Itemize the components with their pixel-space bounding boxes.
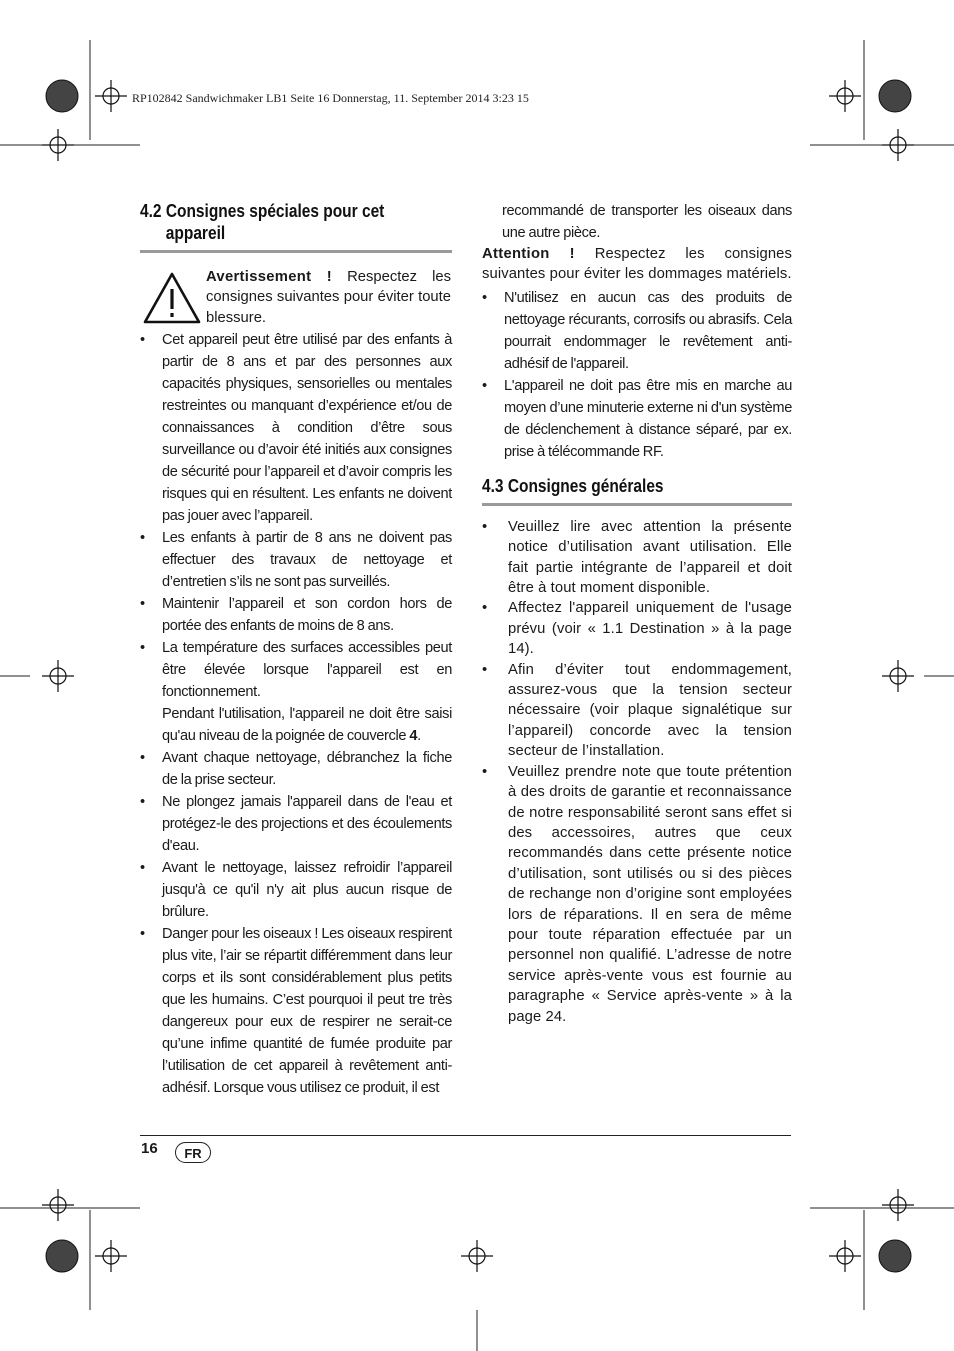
list-item: • Avant le nettoyage, laissez refroidir l’appareil jusqu'à ce qu'il n'y ait plus aucun risque de brûlure.	[140, 857, 452, 923]
section-4-2-title: 4.2 Consignes spéciales pour cet appareil	[140, 201, 385, 243]
attention-bullet-list	[482, 287, 792, 463]
right-column	[482, 200, 792, 1027]
list-item: • Veuillez prendre note que toute prétention à des droits de garantie et reconnaissance de notre responsabilité seront sans effet si des accessoires, autres que ceux recommandés dans cette présente notice d’utilisation, sont utilisés ou si des pièces de rechange non d’origine sont employées lors de réparations. Il en sera de même pour toute réparation effectuée par un personnel non qualifié. L’adresse de notre service après-vente vous est fournie au paragraphe « Service après-vente » à la page 24.	[482, 762, 792, 1027]
list-item: • Affectez l'appareil uniquement de l'usage prévu (voir « 1.1 Destination » à la page 14).	[482, 598, 792, 659]
section-rule	[140, 250, 452, 253]
warning-text: Avertissement ! Respectez les consignes suivantes pour éviter toute blessure.	[206, 269, 451, 326]
list-item: • Les enfants à partir de 8 ans ne doivent pas effectuer des travaux de nettoyage et d’entretien s’ils ne sont pas surveillés.	[140, 527, 452, 593]
list-item: • N'utilisez en aucun cas des produits de nettoyage récurants, corrosifs ou abrasifs. Cela pourrait endommager le revêtement anti-adhésif de l'appareil.	[482, 287, 792, 375]
language-badge: FR	[175, 1142, 211, 1163]
footer-rule	[140, 1135, 791, 1136]
bullet-continuation: recommandé de transporter les oiseaux dans une autre pièce.	[502, 203, 792, 241]
general-bullet-list	[482, 517, 792, 1027]
list-item: • Veuillez lire avec attention la présente notice d’utilisation avant utilisation. Elle fait partie intégrante de l’appareil et doit être à tout moment disponible.	[482, 517, 792, 599]
section-rule	[482, 503, 792, 506]
list-item: • Ne plongez jamais l'appareil dans de l'eau et protégez-le des projections et des écoulements d'eau.	[140, 791, 452, 857]
left-column	[140, 200, 452, 1099]
section-4-3-title: 4.3 Consignes générales	[482, 475, 664, 496]
list-item: • Afin d’éviter tout endommagement, assurez-vous que la tension secteur nécessaire (voir plaque signalétique sur l’appareil) concorde avec la tension secteur de l’installation.	[482, 660, 792, 762]
attention-paragraph: Attention ! Respectez les consignes suivantes pour éviter les dommages matériels.	[482, 246, 793, 283]
print-slug: RP102842 Sandwichmaker LB1 Seite 16 Donnerstag, 11. September 2014 3:23 15	[132, 91, 529, 105]
safety-bullet-list	[140, 329, 452, 1099]
list-item: • Cet appareil peut être utilisé par des enfants à partir de 8 ans et par des personnes aux capacités physiques, sensorielles ou mentales restreintes ou manquant d’expérience et/ou de connaissances à condition d’être sous surveillance ou d’avoir été initiés aux consignes de sécurité pour l’appareil et d’avoir compris les risques qui en résultent. Les enfants ne doivent pas jouer avec l’appareil.	[140, 329, 452, 527]
warning-triangle-icon	[142, 271, 202, 325]
warning-block	[140, 267, 452, 329]
list-item: • Avant chaque nettoyage, débranchez la fiche de la prise secteur.	[140, 747, 452, 791]
part-reference: 4	[409, 728, 418, 744]
list-item: • La température des surfaces accessibles peut être élevée lorsque l'appareil est en fonctionnement. Pendant l'utilisation, l'appareil ne doit être saisi qu'au niveau de la poignée de couvercle 4.	[140, 637, 452, 747]
list-item: • L'appareil ne doit pas être mis en marche au moyen d’une minuterie externe ni d'un système de déclenchement à distance séparé, par ex. prise à télécommande RF.	[482, 375, 792, 463]
list-item: • Danger pour les oiseaux ! Les oiseaux respirent plus vite, l’air se répartit différemment dans leur corps et ils sont considérablement plus petits que les humains. C’est pourquoi il peut tre très dangereux pour eux de respirer ne serait-ce qu’une infime quantité de fumée produite par l’utilisation de cet appareil à revêtement anti-adhésif. Lorsque vous utilisez ce produit, il est	[140, 923, 452, 1099]
page-number: 16	[141, 1140, 158, 1157]
list-item: • Maintenir l’appareil et son cordon hors de portée des enfants de moins de 8 ans.	[140, 593, 452, 637]
